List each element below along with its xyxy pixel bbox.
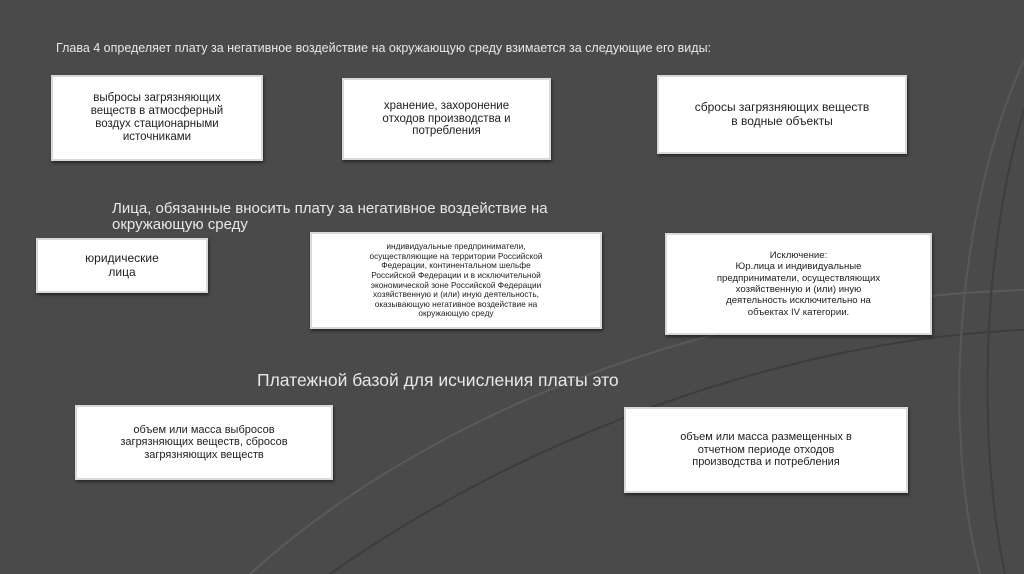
payer-box-legal-entities (36, 238, 208, 293)
payer-box-individual-entrepreneurs-text: индивидуальные предприниматели, осуществляющие на территории Российской Федерации, континентальном шельфе Российской Федерации и в исключительной экономической зоне Российской Федерации хозяйственную и (или) иную деятельность, оказывающую негативное воздействие на окружающую среду (369, 241, 543, 319)
base-box-waste (624, 407, 908, 493)
type-box-waste-storage (342, 78, 551, 160)
payer-box-individual-entrepreneurs (310, 232, 602, 329)
payer-box-exception-text: Исключение: Юр.лица и индивидуальные предприниматели, осуществляющих хозяйственную и (или) иную деятельность исключительно на объектах IV категории. (716, 250, 881, 318)
payer-box-exception (665, 233, 932, 335)
base-box-emissions (75, 405, 333, 480)
payer-box-legal-entities-text: юридические лица (85, 250, 159, 279)
payers-heading: Лица, обязанные вносить плату за негативное воздействие на окружающую среду (112, 200, 548, 234)
base-box-emissions-text: объем или масса выбросов загрязняющих веществ, сбросов загрязняющих веществ (120, 423, 288, 461)
type-box-air-emissions (51, 75, 263, 161)
base-heading: Платежной базой для исчисления платы это (257, 370, 619, 390)
type-box-water-discharge (657, 75, 907, 154)
type-box-waste-storage-text: хранение, захоронение отходов производства и потребления (382, 99, 511, 138)
intro-heading: Глава 4 определяет плату за негативное воздействие на окружающую среду взимается за следующие его виды: (56, 41, 712, 55)
type-box-air-emissions-text: выбросы загрязняющих веществ в атмосферный воздух стационарными источниками (90, 92, 224, 143)
base-box-waste-text: объем или масса размещенных в отчетном периоде отходов производства и потребления (680, 431, 852, 469)
type-box-water-discharge-text: сбросы загрязняющих веществ в водные объекты (694, 99, 870, 128)
